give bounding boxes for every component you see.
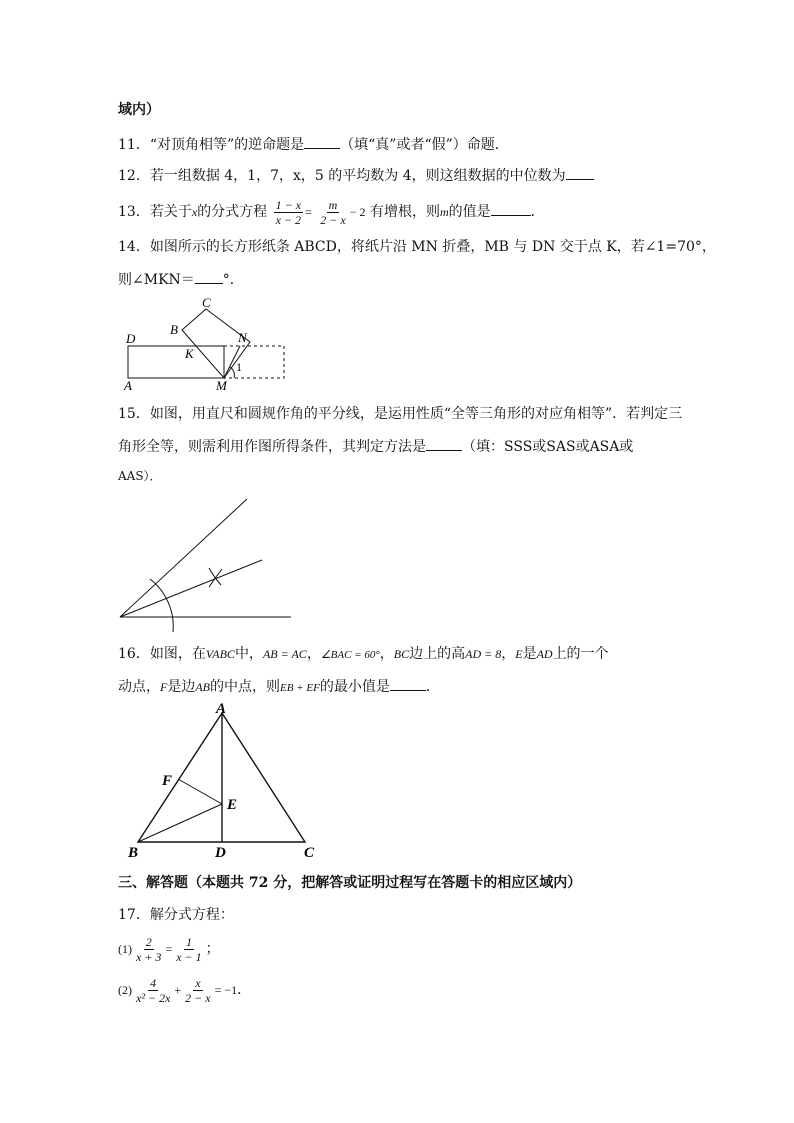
q17-p1-f2-num: 1 [185,934,192,949]
section-header-tail: 域内） [118,102,160,118]
q13-fraction-1 [274,198,303,227]
q11-text-a: 11．“对顶角相等”的逆命题是 [118,137,305,153]
q13-text-e: ． [530,204,545,220]
question-14-line-1: 14．如图所示的长方形纸条 ABCD，将纸片沿 MN 折叠，MB 与 DN 交于点 K，若∠1=70°， [118,239,716,255]
q16-angle: ∠BAC = 60° [320,649,380,661]
label-n: N [238,330,247,345]
strip-dashed-part [224,346,284,378]
question-11 [118,134,509,155]
q16-text-2d: 的最小值是 [319,679,390,695]
question-15-line-2 [118,436,633,457]
q17-p1-f1-num: 2 [145,934,152,949]
q16-text-g: 是 [522,646,537,662]
q16-text-b: 中， [234,646,263,662]
q17-p2-label: (2) [118,983,132,997]
label-f: F [162,773,173,789]
q13-text-c: 有增根，则 [369,204,440,220]
q17-p2-plus: + [174,983,182,997]
angle-upper-ray [120,499,247,617]
q16-ab: AB [195,680,211,694]
intersection-arc-1 [209,568,221,585]
q13-text-b: 的分式方程 [197,204,268,220]
q12-text: 12．若一组数据 4，1，7，x，5 的平均数为 4，则这组数据的中位数为 [118,168,566,184]
q14-answer-blank[interactable] [195,269,223,284]
q12-answer-blank[interactable] [566,165,594,180]
q13-f2-den: 2 − x [320,212,346,227]
q17-p2-f1-num: 4 [150,975,157,990]
q17-p2-f2-den: 2 − x [185,990,211,1005]
q16-text-2a: 动点， [118,679,160,695]
question-12 [118,165,594,186]
q16-f: F [160,680,168,694]
compass-arc [150,579,173,632]
q17-p1-end: ； [205,941,220,957]
q17-p1-label: (1) [118,942,132,956]
q16-text-c: ， [306,646,321,662]
question-16-line-2 [118,676,440,698]
q17-part-2 [118,973,251,1007]
q11-text-b: （填“真”或者“假”）命题． [340,137,509,153]
q17-p2-f1-den: x² − 2x [136,990,171,1005]
q17-p1-frac-2 [174,935,203,964]
q13-f2-num: m [328,197,338,212]
label-d: D [215,845,226,860]
q16-text-e: 边上的高 [409,646,466,662]
q13-eq: = [305,205,312,219]
q13-text-a: 13．若关于 [118,204,192,220]
label-m: M [216,378,227,392]
q17-p1-frac-1 [134,935,163,964]
q16-text-2e: ． [425,679,440,695]
q16-text-f: ， [501,646,516,662]
q13-minus2: − 2 [349,205,366,219]
q16-text-2b: 是边 [167,679,196,695]
q16-answer-blank[interactable] [390,676,426,691]
q17-part-1 [118,932,220,966]
q16-bc: BC [393,647,410,661]
q17-p1-f2-den: x − 1 [176,949,202,964]
q15-text-b: （填：SSS或SAS或ASA或 [462,439,634,455]
q16-expr: EB + EF [280,682,320,694]
q17-p2-frac-2 [183,976,212,1005]
figure-14-folded-strip [110,292,300,392]
label-b: B [170,322,178,337]
figure-16-triangle [118,700,328,860]
q17-p2-rhs: = −1 [214,983,238,997]
q16-ad2: AD [536,647,553,661]
q17-p2-frac-1 [134,976,172,1005]
q16-e: E [515,647,523,661]
label-b: B [128,845,139,860]
q14-text-b: °． [222,272,244,288]
question-15-line-3: AAS）． [118,469,162,483]
label-k: K [185,346,194,361]
label-a: A [216,701,227,717]
q16-text-2c: 的中点，则 [210,679,281,695]
label-c: C [202,295,211,310]
q13-var-x: x [191,205,198,219]
q16-text-d: ， [379,646,394,662]
q13-var-m: m [439,205,449,219]
q13-fraction-2 [318,198,347,227]
q16-ab-ac: AB = AC [262,647,307,661]
label-a: A [124,378,132,392]
q13-answer-blank[interactable] [491,201,531,216]
q13-f1-den: x − 2 [275,212,302,227]
label-d: D [126,331,136,346]
figure-15-angle-bisector [110,495,300,635]
q15-answer-blank[interactable] [426,436,462,451]
q11-answer-blank[interactable] [304,134,340,149]
question-17-title: 17．解分式方程： [118,907,234,923]
q14-text-a: 则∠MKN＝ [118,272,195,288]
question-16-line-1 [118,644,609,665]
q13-text-d: 的值是 [448,204,491,220]
label-e: E [227,797,238,813]
question-14-line-2 [118,269,244,290]
bisector-ray [120,560,262,617]
q16-triangle: VABC [205,647,235,661]
q16-ad: AD = 8 [465,647,502,661]
q17-p1-f1-den: x + 3 [136,949,162,964]
question-15-line-1: 15．如图，用直尺和圆规作角的平分线，是运用性质“全等三角形的对应角相等”．若判定三 [118,406,683,422]
section-3-heading: 三、解答题（本题共 72 分，把解答或证明过程写在答题卡的相应区域内） [118,875,582,891]
q16-text-h: 上的一个 [552,646,609,662]
label-angle-1: 1 [236,360,242,374]
q13-f1-num: 1 − x [275,197,302,212]
q17-p1-eq: = [165,942,173,956]
segment-fe [178,779,222,804]
q16-text-a: 16．如图，在 [118,646,206,662]
label-c: C [304,845,315,860]
q15-text-a: 角形全等，则需利用作图所得条件，其判定方法是 [118,439,426,455]
question-13 [118,196,545,228]
q17-p2-end: ． [237,982,252,998]
q17-p2-f2-num: x [195,975,201,990]
